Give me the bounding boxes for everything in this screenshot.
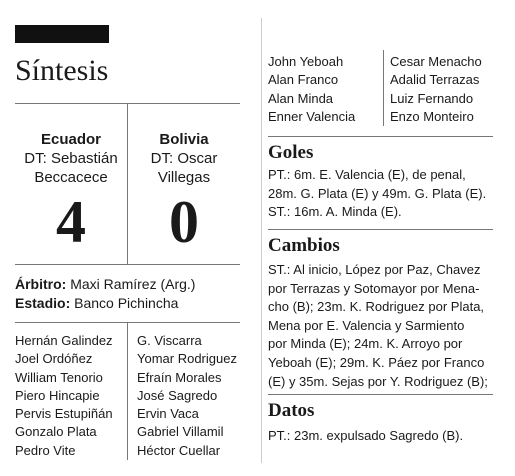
home-coach-line1: DT: Sebastián [24, 150, 118, 167]
bolivia-lineup-cont [390, 53, 505, 126]
list-item: Pervis Estupiñán [15, 406, 113, 422]
list-item: Gabriel Villamil [137, 424, 224, 440]
stadium-label: Estadio: [15, 295, 71, 311]
datos-body [268, 427, 508, 446]
referee-label: Árbitro: [15, 276, 67, 292]
cambios-line: (E) y 35m. Sejas por Y. Rodriguez (B); [268, 373, 488, 389]
away-team-name: Bolivia [159, 131, 209, 148]
home-team-block [15, 131, 127, 187]
list-item: Hernán Galindez [15, 333, 113, 348]
home-coach-line2: Beccacece [34, 169, 108, 186]
cambios-divider [268, 229, 493, 230]
list-item: G. Viscarra [137, 333, 202, 348]
ecuador-lineup-cont [268, 53, 383, 126]
away-score: 0 [169, 189, 199, 255]
list-item: John Yeboah [268, 54, 344, 69]
goles-title: Goles [268, 142, 314, 163]
section-marker-bar [15, 25, 109, 43]
datos-line: PT.: 23m. expulsado Sagredo (B). [268, 428, 464, 443]
bolivia-lineup [137, 332, 247, 460]
list-item: Ervin Vaca [137, 406, 199, 422]
list-item: Alan Franco [268, 72, 339, 88]
list-item: William Tenorio [15, 369, 103, 385]
score-divider [15, 264, 240, 265]
lineups-cont-divider [383, 50, 384, 126]
home-score: 4 [56, 189, 86, 255]
ecuador-lineup [15, 332, 125, 460]
goles-body [268, 166, 508, 222]
cambios-line: por Minda (E); 24m. K. Arroyo por [268, 336, 463, 352]
away-team-block [128, 131, 240, 187]
cambios-line: Mena por E. Valencia y Sarmiento [268, 317, 465, 333]
lineups-divider [127, 323, 128, 460]
list-item: Alan Minda [268, 90, 334, 106]
datos-divider [268, 394, 493, 395]
cambios-body [268, 261, 508, 391]
goles-line: 28m. G. Plata (E) y 49m. G. Plata (E). [268, 185, 487, 201]
goles-line: ST.: 16m. A. Minda (E). [268, 204, 402, 220]
officials-block [15, 275, 255, 313]
list-item: José Sagredo [137, 387, 218, 403]
list-item: Gonzalo Plata [15, 424, 97, 440]
cambios-title: Cambios [268, 235, 340, 256]
list-item: Piero Hincapie [15, 387, 100, 403]
cambios-line: cho (B); 23m. K. Rodriguez por Plata, [268, 299, 485, 315]
list-item: Enner Valencia [268, 108, 356, 124]
list-item: Joel Ordóñez [15, 351, 93, 367]
away-coach-line2: Villegas [157, 169, 211, 186]
list-item: Pedro Vite [15, 442, 76, 458]
list-item: Yomar Rodriguez [137, 351, 237, 367]
stadium-value: Banco Pichincha [74, 295, 179, 311]
home-team-name: Ecuador [40, 131, 101, 148]
list-item: Enzo Monteiro [390, 108, 474, 124]
cambios-line: por Terrazas y Sotomayor por Mena- [268, 280, 480, 296]
list-item: Héctor Cuellar [137, 442, 221, 458]
page-title: Síntesis [15, 54, 109, 87]
cambios-line: Yeboah (E); 29m. K. Páez por Franco [268, 354, 485, 370]
list-item: Cesar Menacho [390, 54, 482, 69]
column-separator [261, 18, 262, 463]
list-item: Efraín Morales [137, 369, 222, 385]
datos-title: Datos [268, 400, 315, 421]
away-coach-line1: DT: Oscar [150, 150, 218, 167]
cambios-line: ST.: Al inicio, López por Paz, Chavez [268, 262, 481, 277]
referee-value: Maxi Ramírez (Arg.) [70, 276, 196, 292]
goles-line: PT.: 6m. E. Valencia (E), de penal, [268, 167, 466, 182]
list-item: Adalid Terrazas [390, 72, 480, 88]
goles-divider [268, 136, 493, 137]
list-item: Luiz Fernando [390, 90, 474, 106]
